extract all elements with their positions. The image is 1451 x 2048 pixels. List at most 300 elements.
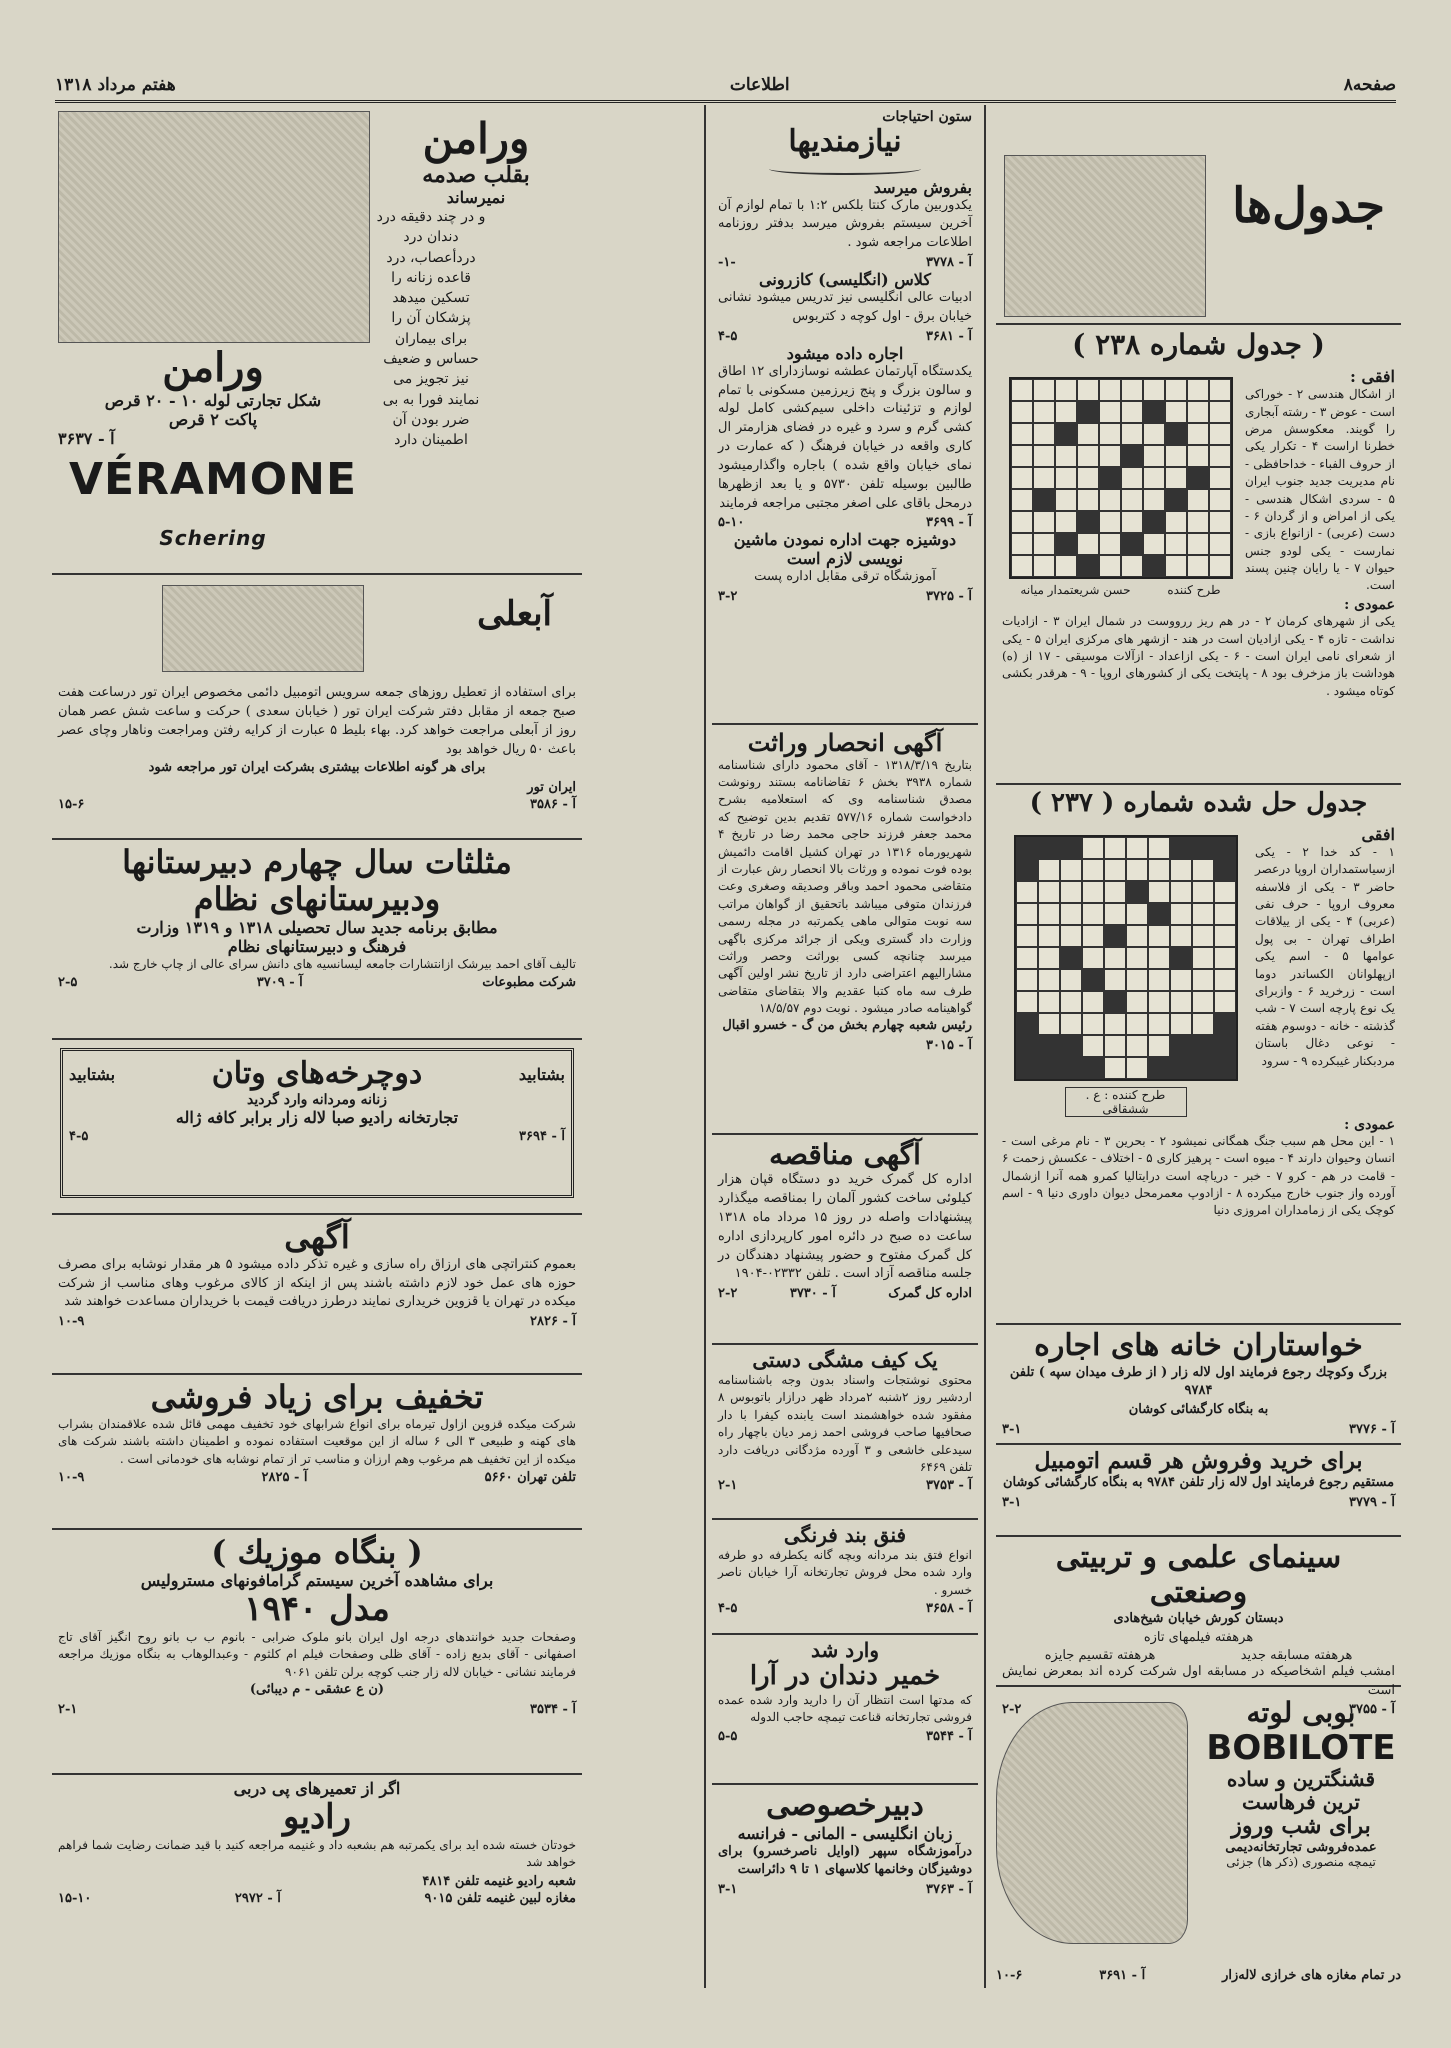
hurry-left: بشتابید [69,1064,116,1084]
paper-name: اطلاعات [729,75,790,95]
grid-cell [1060,903,1082,925]
grid-cell [1214,837,1236,859]
cars-ref: آ - ۳۷۷۹ [1349,1495,1395,1511]
veramon-pack2: پاکت ۲ قرص [168,410,258,429]
grid-cell [1055,445,1077,467]
ad1-text: یکدوربین مارک کنتا بلکس ۱:۲ با تمام لوازم آن آخرین سیستم بفروش میرسد بدفتر روزنامه اطلاعات مراجعه شود . [718,197,973,251]
grid-cell [1016,1035,1038,1057]
grid-cell [1209,445,1231,467]
grid-cell [1016,1057,1038,1079]
grid-cell [1016,837,1038,859]
grid-cell [1038,991,1060,1013]
grid-cell [1170,1013,1192,1035]
grid-cell [1082,1057,1104,1079]
grid-cell [1060,859,1082,881]
inheritance-text: بتاریخ ۱۳۱۸/۳/۱۹ - آقای محمود دارای شناسنامه شماره ۳۹۳۸ بخش ۶ تقاضانامه بستند رونوشت مصدق شناسنامه وی که استعلامیه بشرح دادخواست شماره ۵۷۷/۱۶ تقدیم بدین توضیح که محمد جعفر فرزند حاجی محمد رضا در تاریخ ۴ شهریورماه ۱۳۱۶ در تهران کشیل اقامت دائمیش بوده فوت نموده و ورثات بالا انحصار رش عبارت از متقاضی محمود احمد وباقر وصدیقه وصغری وعت فرزندان متوفی میباشد باتحقیق از گواهان مراتب سه نوبت متوالی ماهی یکمرتبه در مجله رسمی وزارت داد گستری ویکی از جرائد مرکزی باگهی میرسد چنانچه کسی بوراثت وحصر وراثت مشارالیهم اعتراضی دارد از تاریخ نشر اولین آگهی طرف سه ماه کتبا عقدیم والا بتقاضای متقاضی گواهینامه صادر میشود . نوبت دوم ۱۸/۵/۵۷ [718,757,973,1016]
music-title: ( بنگاه موزیك ) [211,1533,423,1571]
abali-ad [52,575,582,840]
grid-cell [1187,489,1209,511]
ad1-head: بفروش میرسد [873,177,972,197]
grid-cell [1104,881,1126,903]
discount-ref: آ - ۲۸۲۵ [261,1469,308,1485]
grid-cell [1187,401,1209,423]
houses-text: بزرگ وکوچك رجوع فرمایند اول لاله زار ( از طرف میدان سپه ) تلفن ۹۷۸۴ [1009,1364,1388,1399]
ad1-serial: -۱- [718,255,736,271]
grid-cell [1099,423,1121,445]
discount-ad [52,1375,582,1530]
lost-title: یک کیف مشگی دستی [752,1348,938,1372]
grid-cell [1214,1013,1236,1035]
toothpaste-title: خمیر دندان در آرا [749,1661,941,1691]
grid-cell [1060,1057,1082,1079]
grid-cell [1011,511,1033,533]
crossword-grid [1009,377,1233,579]
grid-cell [1170,947,1192,969]
radio-shop2: مغازه لبین غنیمه تلفن ۹۰۱۵ [424,1890,576,1906]
bikes-ref: آ - ۳۶۹۴ [519,1128,565,1144]
grid-cell [1099,445,1121,467]
grid-cell [1077,423,1099,445]
grid-cell [1192,1057,1214,1079]
grid-cell [1121,445,1143,467]
grid-cell [1033,379,1055,401]
veramon-pack1: شکل تجارتی لوله ۱۰ - ۲۰ قرص [104,391,322,410]
grid-cell [1016,925,1038,947]
grid-cell [1060,947,1082,969]
grid-cell [1082,1035,1104,1057]
grid-cell [1104,991,1126,1013]
discount-serial: ۱۰-۹ [58,1469,85,1485]
grid-cell [1214,881,1236,903]
grid-cell [1165,555,1187,577]
grid-cell [1077,555,1099,577]
radio-title: رادیو [282,1797,352,1837]
grid-cell [1038,881,1060,903]
grid-cell [1187,511,1209,533]
solved-title: جدول حل شده شماره ( ۲۳۷ ) [1029,788,1368,818]
grid-cell [1104,1057,1126,1079]
discount-text: شرکت میکده قزوین ازاول تیرماه برای انواع شرابهای خود تخفیف مهمی قائل شده علاقمندان بشراب های کهنه و طبیعی ۳ الی ۶ ساله از این موقعیت استفاده نموده و اطمینان داشته باشند شرکت های میکده از این تخفیف هم مرغوب وهم ارزان و مناسب تر از تمام نوشابه های خودمانی است . [58,1416,576,1466]
bobilote-line4: برای شب وروز [1231,1813,1371,1840]
grid-cell [1011,445,1033,467]
houses-title: خواستاران خانه های اجاره [1034,1328,1363,1363]
bicycles-ad [52,1040,582,1215]
ad4-serial: ۳-۲ [718,589,738,605]
grid-cell [1055,489,1077,511]
cars-title: برای خرید وفروش هر قسم اتومبیل [1034,1448,1363,1474]
grid-cell [1209,379,1231,401]
woman-profile-illustration [996,1702,1188,1944]
schering-logo: Schering [159,526,267,550]
tender-title: آگهی مناقصه [769,1138,921,1171]
grid-cell [1082,991,1104,1013]
grid-cell [1192,859,1214,881]
ad3-serial: ۵-۱۰ [718,515,745,531]
grid-cell [1214,925,1236,947]
grid-cell [1170,837,1192,859]
grid-cell [1121,511,1143,533]
discount-phone: تلفن تهران ۵۶۶۰ [484,1469,576,1485]
tutor-ref: آ - ۳۷۶۳ [926,1882,972,1898]
grid-cell [1170,991,1192,1013]
tutor-languages: زبان انگلیسی - المانی - فرانسه [737,1823,953,1843]
bobilote-ad [996,1687,1401,1987]
grid-cell [1187,423,1209,445]
grid-cell [1033,401,1055,423]
grid-cell [1126,991,1148,1013]
grid-cell [1077,467,1099,489]
grid-cell [1099,379,1121,401]
houses-ref: آ - ۳۷۷۶ [1349,1422,1395,1438]
radio-shop: شعبه رادیو غنیمه تلفن ۴۸۱۴ [422,1873,576,1889]
radio-ref: آ - ۲۹۷۲ [234,1890,281,1906]
tender-sign: اداره کل گمرک [888,1286,972,1302]
grid-cell [1192,903,1214,925]
grid-cell [1148,969,1170,991]
grid-cell [1148,903,1170,925]
solved-down-label: عمودی : [1344,1116,1395,1133]
cinema-title: سینمای علمی و تربیتی وصنعتی [1055,1540,1342,1610]
ad4-head: دوشیزه جهت اداره نمودن ماشین نویسی لازم است [733,530,957,569]
grid-cell [1011,555,1033,577]
grid-cell [1055,555,1077,577]
tender-serial: ۲-۲ [718,1286,738,1302]
across-label: افقی : [1350,367,1395,387]
abali-text: برای استفاده از تعطیل روزهای جمعه سرویس اتومبیل دائمی مخصوص ایران تور درساعت هفت صبح جمعه از مقابل دفتر شرکت ایران تور ( خیابان سعدی ) حرکت و ساعت شش عصر همان روز از آبعلی مراجعت خواهد کرد. بهاء بلیط ۵ عبارت از کرایه رفتن ومراجعت وناهار وچای عصر باعث ۵۰ ریال خواهد بود [58,685,576,757]
grid-cell [1170,1035,1192,1057]
hernia-title: فنق بند فرنگی [783,1523,907,1547]
music-sign: (ن ع عشقی - م دیبائی) [249,1682,385,1698]
music-shop-ad [52,1530,582,1775]
hernia-ref: آ - ۳۶۵۸ [926,1601,972,1617]
ad3-head: اجاره داده میشود [786,343,904,363]
trig-ref: آ - ۳۷۰۹ [256,974,303,990]
music-ref: آ - ۳۵۳۴ [530,1701,576,1717]
grid-cell [1082,925,1104,947]
grid-cell [1011,401,1033,423]
veramon-title-2: ورامن [162,344,264,391]
grid-cell [1082,881,1104,903]
grid-cell [1060,991,1082,1013]
music-serial: ۲-۱ [58,1701,78,1717]
grid-cell [1187,467,1209,489]
grid-cell [1038,903,1060,925]
lost-text: محتوی نوشتجات واسناد بدون وجه باشناسنامه اردشیر روز ۲شنبه ۲مرداد ظهر درازار باتوبوس ۸ مفقود شده خواهشمند است یابنده کیفرا با دار صحافیها صاحب فروشی احمد زمر دیان باچهار راه سیدعلی خاشعی و ۳ آورده مژدگانی دریافت دارد تلفن ۶۴۶۹ [718,1373,973,1474]
grid-cell [1170,1057,1192,1079]
solved-grid [1014,835,1238,1081]
across-clues: از اشکال هندسی ۲ - خوراکی است - عوض ۳ - رشته آبجاری را گویند. معکوسش مرض خطرنا اراست ۴ - تکرار یکی از حروف الفباء - خداحافظی - نام مدیریت جدید جنوب ایران ۵ - سردی اشکال هندسی - یکی از امراض و از گردان ۶ - دست (عربی) - ازانواع بازی - نمارست - یکی لودو جنس حیوان ۷ - یا رایان چنین پسند است. [1245,387,1396,593]
veramon-title: ورامن [422,114,530,163]
grid-cell [1187,555,1209,577]
trig-title1: مثلثات سال چهارم دبیرستانها [122,843,512,881]
music-text: وصفحات جدید خوانندهای درجه اول ایران بانو ملوک ضرابی - بانوم ب ب بانو روح انگیز آقای تاج اصفهانی - آقای بدیع زاده - آقای ظلی وصفحات فیلم ام کلثوم - وعبدالوهاب به بنگاه موزیك مراجعه فرمایند نشانی - خیابان لاله زار جنب کوچه برلن تلفن ۹۰۶۱ [58,1629,576,1679]
grid-cell [1148,925,1170,947]
grid-cell [1126,925,1148,947]
grid-cell [1121,555,1143,577]
grid-cell [1192,1035,1214,1057]
houses-serial: ۳-۱ [1002,1422,1022,1438]
cinema-contest: هرهفته مسابقه جدید [1240,1647,1353,1663]
cinema-serial: ۲-۲ [1002,1702,1022,1718]
notice-title: آگهی [284,1218,350,1256]
crossword-illustration [1004,155,1206,317]
grid-cell [1126,947,1148,969]
grid-cell [1104,903,1126,925]
tutor-text: درآموزشگاه سپهر (اوایل ناصرخسرو) برای دوشیزگان وخانمها کلاسهای ۱ تا ۹ دائراست [718,1843,972,1878]
grid-cell [1077,511,1099,533]
grid-cell [1192,969,1214,991]
grid-cell [1104,837,1126,859]
designer-label: طرح کننده [1167,583,1221,598]
abali-ref: آ - ۳۵۸۶ [530,797,576,813]
grid-cell [1214,903,1236,925]
bikes-serial: ۴-۵ [69,1128,89,1144]
grid-cell [1038,837,1060,859]
grid-cell [1170,859,1192,881]
grid-cell [1060,1013,1082,1035]
lost-bag-notice [712,1345,978,1520]
classifieds-column [704,105,986,1988]
grid-cell [1038,969,1060,991]
abali-title: آبعلی [477,594,552,634]
grid-cell [1192,837,1214,859]
grid-cell [1148,947,1170,969]
radio-text: خودتان خسته شده اید برای یکمرتبه هم بشعبه داد و غنیمه مراجعه کنید با قید ضمانت رضایت شما فراهم خواهد شد [58,1838,576,1870]
crossword-banner [996,105,1401,325]
grid-cell [1170,969,1192,991]
down-label: عمودی : [1344,597,1395,614]
hernia-text: انواع فتق بند مردانه وبچه گانه یکطرفه دو طرفه وارد شده محل فروش تجارتخانه آرا خیابان ناصر خسرو . [718,1548,972,1597]
grid-cell [1192,991,1214,1013]
train-illustration [162,585,364,672]
grid-cell [1099,511,1121,533]
veramon-line1: بقلب صدمه [422,162,530,189]
solved-across-label: افقی [1361,824,1395,844]
grid-cell [1187,445,1209,467]
hernia-serial: ۴-۵ [718,1601,738,1617]
grid-cell [1038,1035,1060,1057]
cinema-films: هرهفته فیلمهای تازه [1143,1629,1254,1645]
grid-cell [1214,1035,1236,1057]
grid-cell [1214,969,1236,991]
grid-cell [1060,881,1082,903]
grid-cell [1126,1035,1148,1057]
designer-name: حسن شریعتمدار میانه [1020,583,1131,598]
ad1-ref: آ - ۳۷۷۸ [926,255,972,271]
crossword-column [996,105,1401,1988]
grid-cell [1077,489,1099,511]
bobilote-line2: قشنگترین و ساده [1226,1767,1376,1792]
grid-cell [1143,533,1165,555]
grid-cell [1082,859,1104,881]
grid-cell [1055,467,1077,489]
grid-cell [1192,1013,1214,1035]
grid-cell [1099,555,1121,577]
grid-cell [1033,533,1055,555]
bobilote-ref: آ - ۳۶۹۱ [1099,1968,1146,1983]
grid-cell [1214,1057,1236,1079]
ad4-ref: آ - ۳۷۲۵ [926,589,972,605]
tender-notice [712,1135,978,1345]
grid-cell [1209,555,1231,577]
grid-cell [1033,467,1055,489]
grid-cell [1082,837,1104,859]
ad4-text: آموزشگاه ترقی مقابل اداره پست [754,569,936,585]
page-header [55,70,1396,103]
grid-cell [1121,423,1143,445]
lost-ref: آ - ۳۷۵۳ [926,1478,972,1494]
grid-cell [1104,947,1126,969]
grid-cell [1192,925,1214,947]
bobilote-foot: در تمام مغازه های خرازی لاله‌زار [1222,1968,1401,1983]
toothpaste-ad [712,1635,978,1785]
grid-cell [1016,947,1038,969]
ornament-divider [769,163,921,175]
grid-cell [1121,489,1143,511]
grid-cell [1170,925,1192,947]
ad3-text: یکدستگاه آپارتمان عطشه نوسازدارای ۱۲ اطاق و سالون بزرگ و پنج زیرزمین مسکونی با تمام لوازم و تزئینات داخلی سیم‌کشی کامل لوله کشی گرم و سرد و غیره در فضای هزارمتر ال کاری واقعه در خیابان فرهنگ ( که عمارت در نمای خیابان واقع شده ) باجاره واگذارمیشود طالبین بوسیله تلفن ۵۷۳۰ و یا بعد ازظهرها درمحل باقای علی اصغر مجتبی مراجعه فرمایند [718,363,972,511]
trig-author: تالیف آقای احمد بیرشک ازانتشارات جامعه لیسانسیه های دانش سرای عالی از چاپ خارج شد. [108,956,576,971]
bobilote-brand: BOBILOTE [1206,1728,1396,1769]
cinema-ref: آ - ۳۷۵۵ [1349,1702,1395,1718]
grid-cell [1148,859,1170,881]
hurry-right: بشتابید [518,1064,565,1084]
grid-cell [1170,903,1192,925]
grid-cell [1038,925,1060,947]
tutor-serial: ۳-۱ [718,1882,738,1898]
veramon-ref: آ - ۳۶۳۷ [58,429,115,448]
crossword-238 [996,325,1401,785]
couple-illustration [58,111,370,343]
grid-cell [1104,1013,1126,1035]
grid-cell [1060,1035,1082,1057]
grid-cell [1104,1035,1126,1057]
grid-cell [1082,969,1104,991]
bobilote-serial: ۱۰-۶ [996,1968,1023,1983]
grid-cell [1082,947,1104,969]
puzzle-title: ( جدول شماره ۲۳۸ ) [1072,328,1325,361]
grid-cell [1055,533,1077,555]
hernia-belt-ad [712,1520,978,1635]
grid-cell [1060,925,1082,947]
grid-cell [1060,837,1082,859]
grid-cell [1077,401,1099,423]
grid-cell [1165,511,1187,533]
grid-cell [1099,533,1121,555]
grid-cell [1209,401,1231,423]
grid-cell [1033,445,1055,467]
lost-serial: ۲-۱ [718,1478,738,1494]
solved-down-clues: ۱ - این محل هم سبب جنگ همگانی نمیشود ۲ - بحرین ۳ - نام مرغی است - انسان وحیوان دارند ۴ - میوه است - پرهیز کاری ۵ - اختلاف - عکسش زحمت ۶ - قامت در هم - کرو ۷ - خبر - دریاچه است درایتالیا کمرو همه آنرا ازشمال آورده واز جنوب خارج میکرده ۸ - ازادوپ معمرمحل دیوان داوری دنیا ۹ - اسم کوچک یکی از زمامداران امروزی دنیا [1002,1133,1396,1218]
cinema-address: دبستان کورش خیابان شیخ‌هادی [1113,1611,1284,1626]
grid-cell [1077,445,1099,467]
music-model: مدل ۱۹۴۰ [244,1588,390,1629]
ad2-serial: ۴-۵ [718,328,738,344]
ad2-head: کلاس (انگلیسی) کازرونی [759,270,931,290]
bobilote-line3: ترین فرهاست [1242,1790,1360,1815]
grid-cell [1143,401,1165,423]
houses-sign: به بنگاه کارگشائی کوشان [1128,1402,1269,1418]
down-clues: یکی از شهرهای کرمان ۲ - در هم ریز ررووست در شمال ایران ۳ - ازادیات نداشت - تازه ۴ - یکی ازادیان است در هند - ازشهر های مرکزی ایران ۵ - یکی از شعرای نامی ایران است - ۶ - یکی ازاعداد - ازآلات موسیقی - ۱۷ از (ه) هوداشت باز مزخرف بود ۸ - پایتخت یکی از کشورهای اروپا - ۹ - هرقدر بکشی کوتاه میشود . [1002,614,1395,698]
bobilote-seller: عمده‌فروشی تجارتخانه‌دیمی [1225,1839,1377,1855]
grid-cell [1148,1057,1170,1079]
grid-cell [1165,489,1187,511]
notice-text: بعموم کنتراتچی های ارزاق راه سازی و غیره تذکر داده میشود ۵ هر مقدار نوشابه برای مصرف حوزه های عمل خود لازم داشته باشند پس از اینکه از کالای مرغوب وهای مناسب از شرکت میکده در تهران یا قزوین خریداری نمایند درطرز دریافت قیمت با خریداران مساعدت خواهند شد [58,1256,576,1310]
page-number: صفحه۸ [1343,75,1396,95]
grid-cell [1104,859,1126,881]
grid-cell [1082,903,1104,925]
trig-sub1: مطابق برنامه جدید سال تحصیلی ۱۳۱۸ و ۱۳۱۹ وزارت [136,917,498,937]
grid-cell [1011,467,1033,489]
grid-cell [1104,969,1126,991]
grid-cell [1209,489,1231,511]
grid-cell [1126,1013,1148,1035]
cinema-prize: هرهفته تقسیم جایزه [1044,1647,1156,1663]
grid-cell [1192,881,1214,903]
veramon-ad [52,105,582,575]
grid-cell [1038,1057,1060,1079]
grid-cell [1033,489,1055,511]
inheritance-notice [712,725,978,1135]
grid-cell [1148,1035,1170,1057]
grid-cell [1209,423,1231,445]
cinema-text: امشب فیلم اشخاصیکه در مسابقه اول شرکت کرده اند بمعرض نمایش است [1002,1663,1395,1698]
grid-cell [1209,533,1231,555]
houses-ad [996,1325,1401,1445]
toothpaste-ref: آ - ۳۵۴۴ [926,1728,972,1744]
notice-ad [52,1215,582,1375]
grid-cell [1033,511,1055,533]
abali-sign: ایران تور [527,780,576,796]
grid-cell [1148,1013,1170,1035]
grid-cell [1143,423,1165,445]
grid-cell [1016,991,1038,1013]
grid-cell [1077,533,1099,555]
tender-text: اداره کل گمرک خرید دو دستگاه قپان هزار کیلوئی ساخت کشور آلمان را بمناقصه میگذارد پیشنهادات واصله در روز ۱۵ مرداد ماه ۱۳۱۸ ساعت ده صبح در دائره امور کارپردازی اداره کل گمرک مفتوح و حضور پیشنهاد دهندگان در جلسه مناقصه آزاد است . تلفن ۰۲۳۳۲-۱۹۰۴ [718,1172,972,1282]
grid-cell [1121,467,1143,489]
ad2-text: ادبیات عالی انگلیسی نیز تدریس میشود نشانی خیابان برق - اول کوچه د کتربوس [718,290,972,324]
tutor-title: دبیرخصوصی [766,1788,924,1823]
ads-column [52,105,582,1988]
grid-cell [1126,903,1148,925]
veramon-body: و در چند دقیقه درد دندان درد دردأعصاب، درد قاعده زنانه را تسکین میدهد پزشکان آن را برای بیماران حساس و ضعیف نیز تجویز می نمایند فورا به بی ضرر بودن آن اطمینان دارد [376,208,486,449]
grid-cell [1126,969,1148,991]
grid-cell [1187,379,1209,401]
grid-cell [1121,533,1143,555]
radio-repair-ad [52,1775,582,1935]
grid-cell [1126,837,1148,859]
bikes-line2: تجارتخانه رادیو صبا لاله زار برابر کافه ژاله [175,1107,459,1127]
grid-cell [1011,489,1033,511]
abali-text2: برای هر گونه اطلاعات بیشتری بشرکت ایران تور مراجعه شود [148,760,486,776]
trig-title2: ودبیرستانهای نظام [193,879,441,918]
abali-serial: ۱۵-۶ [58,797,85,813]
veramon-line2: نمیرساند [446,187,506,207]
inheritance-title: آگهی انحصار وراثت [747,728,943,757]
grid-cell [1038,947,1060,969]
grid-cell [1165,533,1187,555]
music-sub: برای مشاهده آخرین سیستم گرامافونهای مسترولیس [140,1570,494,1590]
trig-publisher: شرکت مطبوعات [482,974,576,990]
grid-cell [1143,445,1165,467]
grid-cell [1143,489,1165,511]
trig-serial: ۲-۵ [58,974,78,990]
grid-cell [1016,903,1038,925]
issue-date: هفتم مرداد ۱۳۱۸ [55,75,176,95]
inheritance-ref: آ - ۳۰۱۵ [926,1038,972,1054]
cars-ad [996,1445,1401,1537]
grid-cell [1016,859,1038,881]
